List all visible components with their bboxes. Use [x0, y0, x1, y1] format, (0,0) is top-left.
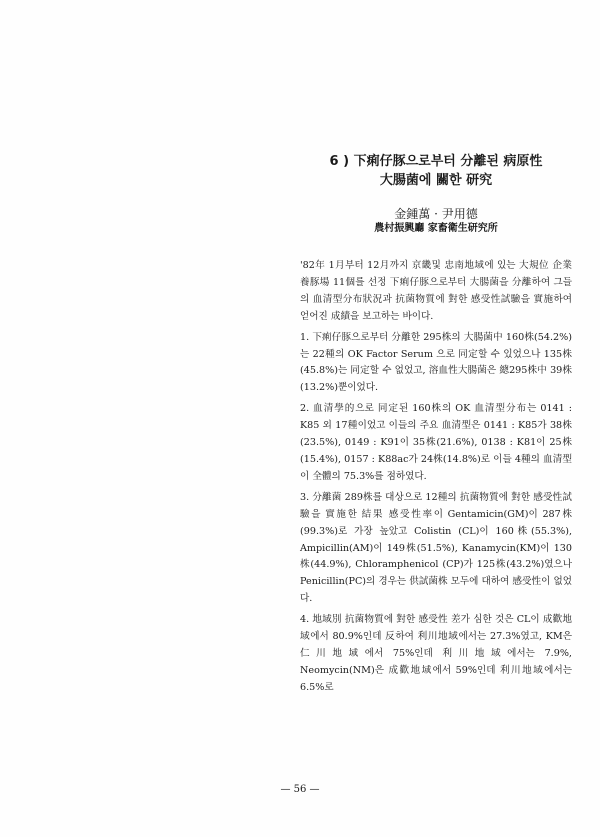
article-body: [300, 258, 572, 697]
paragraph-result-1: 1. 下痢仔豚으로부터 分離한 295株의 大腸菌中 160株(54.2%)는 22種의 OK Factor Serum 으로 同定할 수 있었으나 135株(45.8%)는 同定할 수 없었고, 溶血性大腸菌은 總295株中 39株(13.2%)뿐이었다.: [300, 331, 572, 394]
paragraph-result-4: 4. 地域別 抗菌物質에 對한 感受性 差가 심한 것은 CL이 成歡地域에서 80.9%인데 反하여 利川地域에서는 27.3%였고, KM은 仁川地域에서 75%인데 利川地域에서는 7.9%, Neomycin(NM)은 成歡地域에서 59%인데 利川地域에서는 6.5%로: [300, 614, 572, 693]
paragraph-intro: '82年 1月부터 12月까지 京畿및 忠南地域에 있는 大規位 企業養豚場 11個를 선정 下痢仔豚으로부터 大腸菌을 分離하여 그들의 血清型分布狀況과 抗菌物質에 對한 感受性試驗을 實施하여 얻어진 成績을 보고하는 바이다.: [300, 260, 572, 322]
paragraph-result-3: 3. 分離菌 289株를 대상으로 12種의 抗菌物質에 對한 感受性試驗을 實施한 結果 感受性率이 Gentamicin(GM)이 287株(99.3%)로 가장 높았고 Colistin (CL)이 160株(55.3%), Ampicillin(AM)이 149株(51.5%), Kanamycin(KM)이 130株(44.9%), Chloramphenicol (CP)가 125株(43.2%)였으나 Penicillin(PC)의 경우는 供試菌株 모두에 대하여 感受性이 없었다.: [300, 491, 572, 605]
author-affiliation: 農村振興廳 家畜衛生研究所: [374, 223, 498, 234]
author-block: [300, 206, 572, 236]
author-names: 金鍾萬 · 尹用德: [394, 207, 478, 221]
paragraph-result-2: 2. 血清學的으로 同定된 160株의 OK 血清型分布는 0141 : K85 외 17種이었고 이들의 주요 血清型은 0141 : K85가 38株(23.5%), 0149 : K91이 35株(21.6%), 0138 : K81이 25株(15.4%), 0157 : K88ac가 24株(14.8%)로 이들 4種의 血清型이 全體의 75.3%를 점하였다.: [300, 403, 572, 482]
title-line-1: 6 ) 下痢仔豚으로부터 分離된 病原性: [329, 154, 543, 169]
title-line-2: 大腸菌에 關한 研究: [379, 173, 493, 188]
page-number: — 56 —: [280, 784, 320, 795]
article-title: [300, 152, 572, 190]
